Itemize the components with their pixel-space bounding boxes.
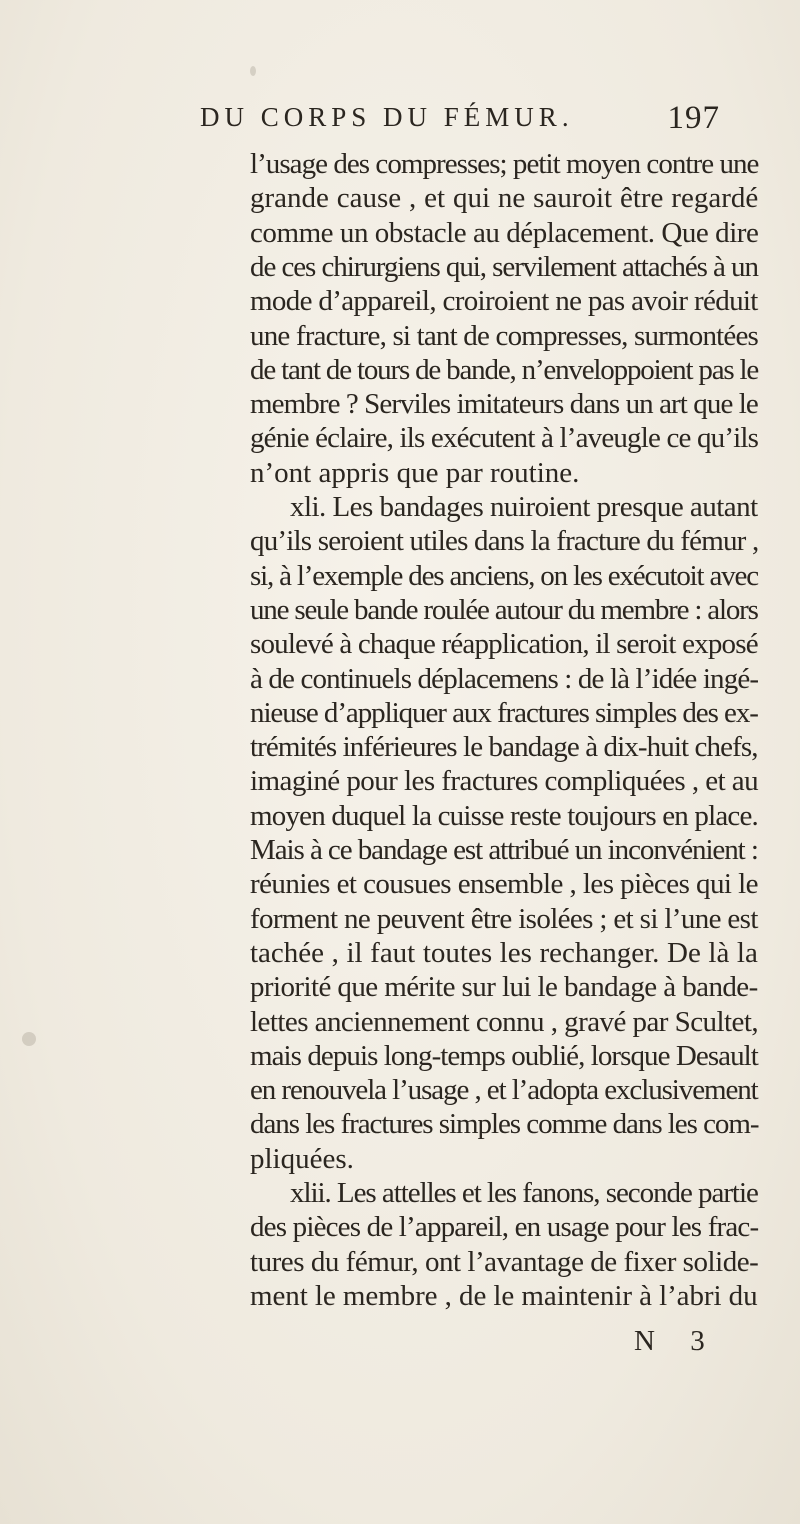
text-line: imaginé pour les fractures compliquées , et au — [250, 765, 759, 798]
text-line: moyen duquel la cuisse reste toujours en place. — [250, 799, 759, 832]
paper-stain — [250, 66, 256, 76]
text-line: des pièces de l’appareil, en usage pour les frac- — [250, 1211, 759, 1244]
text-line: de tant de tours de bande, n’enveloppoient pas le — [250, 353, 759, 386]
text-line: dans les fractures simples comme dans les com- — [250, 1108, 759, 1141]
running-title: DU CORPS DU FÉMUR. — [200, 102, 574, 132]
text-line: comme un obstacle au déplacement. Que dire — [250, 216, 759, 249]
text-line: qu’ils seroient utiles dans la fracture du fémur , — [250, 525, 759, 558]
text-line: de ces chirurgiens qui, servilement attachés à un — [250, 250, 758, 283]
page-number: 197 — [667, 100, 720, 136]
text-line: une fracture, si tant de compresses, surmontées — [250, 319, 758, 352]
text-line: en renouvela l’usage , et l’adopta exclusivement — [250, 1074, 758, 1107]
text-line: soulevé à chaque réapplication, il seroit exposé — [250, 628, 758, 661]
running-head — [200, 102, 720, 142]
text-line: forment ne peuvent être isolées ; et si l’une est — [250, 902, 758, 935]
text-line: génie éclaire, ils exécutent à l’aveugle ce qu’ils — [250, 422, 759, 455]
text-line: Mais à ce bandage est attribué un inconvénient : — [250, 834, 758, 866]
text-line: tachée , il faut toutes les rechanger. De là la — [250, 936, 758, 969]
paper-stain — [22, 1032, 36, 1046]
text-line: à de continuels déplacemens : de là l’idée ingé- — [250, 662, 759, 695]
text-line: priorité que mérite sur lui le bandage à bande- — [250, 971, 758, 1004]
text-line: tures du fémur, ont l’avantage de fixer solide- — [250, 1245, 759, 1278]
text-line: nieuse d’appliquer aux fractures simples des ex- — [250, 696, 758, 729]
text-line: si, à l’exemple des anciens, on les exécutoit avec — [250, 559, 758, 592]
text-line: réunies et cousues ensemble , les pièces qui le — [250, 868, 758, 901]
text-line: mode d’appareil, croiroient ne pas avoir réduit — [250, 285, 758, 318]
text-line: mais depuis long-temps oublié, lorsque Desault — [250, 1039, 758, 1072]
text-line: grande cause , et qui ne sauroit être regardé — [250, 182, 759, 215]
text-line: xlii. Les attelles et les fanons, seconde partie — [290, 1177, 758, 1209]
text-line: trémités inférieures le bandage à dix-huit chefs, — [250, 731, 758, 764]
signature-mark: N 3 — [634, 1325, 719, 1357]
text-line: xli. Les bandages nuiroient presque autant — [290, 491, 758, 523]
text-line: ment le membre , de le maintenir à l’abri du — [250, 1279, 758, 1312]
text-line: l’usage des compresses; petit moyen contre une — [250, 148, 759, 180]
text-line: pliquées. — [250, 1142, 354, 1175]
text-line: une seule bande roulée autour du membre : alors — [250, 593, 758, 626]
text-line: lettes anciennement connu , gravé par Scultet, — [250, 1005, 759, 1038]
text-line: n’ont appris que par routine. — [250, 456, 580, 489]
text-line: membre ? Serviles imitateurs dans un art que le — [250, 388, 758, 421]
